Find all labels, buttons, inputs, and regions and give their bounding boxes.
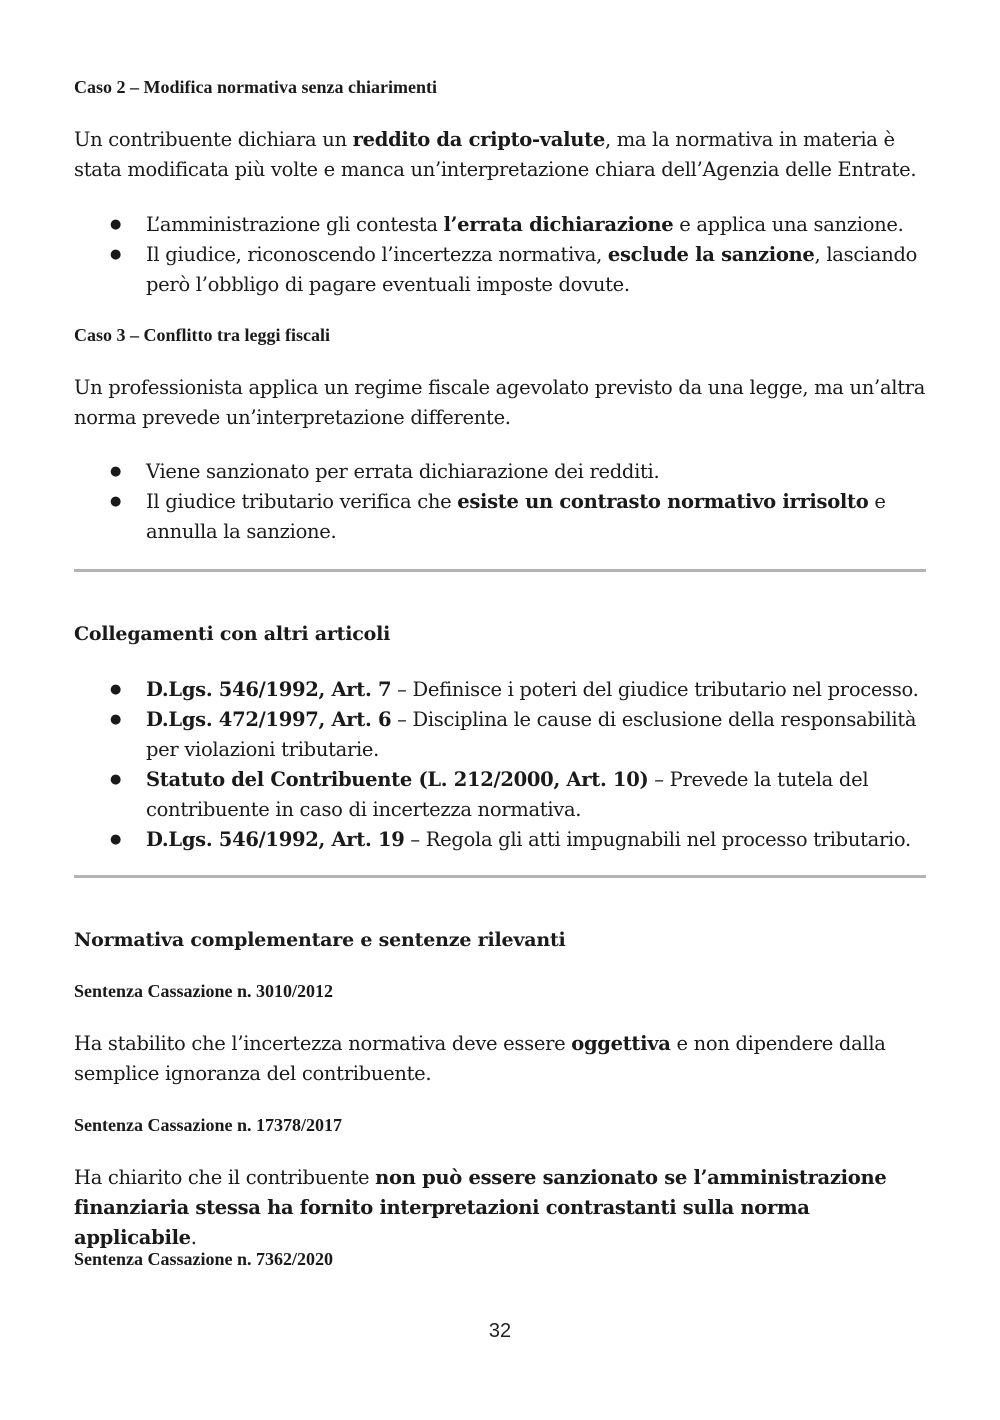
collegamenti-list (74, 675, 934, 855)
list-item: ● D.Lgs. 546/1992, Art. 19 – Regola gli atti impugnabili nel processo tributario. (74, 825, 934, 855)
caso3-heading: Caso 3 – Conflitto tra leggi fiscali (74, 325, 330, 345)
list-item: ● Viene sanzionato per errata dichiarazione dei redditi. (74, 457, 934, 487)
sentenza-title: Sentenza Cassazione n. 7362/2020 (74, 1249, 334, 1269)
list-item: ● D.Lgs. 546/1992, Art. 7 – Definisce i poteri del giudice tributario nel processo. (74, 675, 934, 705)
caso2-intro: Un contribuente dichiara un reddito da cripto-valute, ma la normativa in materia è stata modificata più volte e manca un’interpretazione chiara dell’Agenzia delle Entrate. (74, 128, 917, 181)
caso2-heading: Caso 2 – Modifica normativa senza chiarimenti (74, 77, 437, 97)
list-item: ● D.Lgs. 472/1997, Art. 6 – Disciplina le cause di esclusione della responsabilità per violazioni tributarie. (74, 705, 934, 765)
sentenza-text: Ha stabilito che l’incertezza normativa deve essere oggettiva e non dipendere dalla semplice ignoranza del contribuente. (74, 1032, 886, 1085)
caso3-bullets (74, 457, 934, 547)
section-divider (74, 875, 926, 878)
caso2-bullets (74, 210, 934, 300)
section-divider (74, 569, 926, 572)
collegamenti-heading: Collegamenti con altri articoli (74, 623, 391, 645)
caso3-intro: Un professionista applica un regime fiscale agevolato previsto da una legge, ma un’altra norma prevede un’interpretazione differente. (74, 376, 926, 429)
sentenza-title: Sentenza Cassazione n. 3010/2012 (74, 981, 334, 1001)
list-item: ● Statuto del Contribuente (L. 212/2000, Art. 10) – Prevede la tutela del contribuente in caso di incertezza normativa. (74, 765, 934, 825)
list-item: ● Il giudice, riconoscendo l’incertezza normativa, esclude la sanzione, lasciando però l’obbligo di pagare eventuali imposte dovute. (74, 240, 934, 300)
sentenza-text: Ha chiarito che il contribuente non può essere sanzionato se l’amministrazione finanziaria stessa ha fornito interpretazioni contrastanti sulla norma applicabile. (74, 1166, 887, 1249)
list-item: ● L’amministrazione gli contesta l’errata dichiarazione e applica una sanzione. (74, 210, 934, 240)
page-number: 32 (488, 1320, 512, 1342)
list-item: ● Il giudice tributario verifica che esiste un contrasto normativo irrisolto e annulla la sanzione. (74, 487, 934, 547)
sentenza-title: Sentenza Cassazione n. 17378/2017 (74, 1115, 343, 1135)
normativa-heading: Normativa complementare e sentenze rilevanti (74, 929, 566, 951)
